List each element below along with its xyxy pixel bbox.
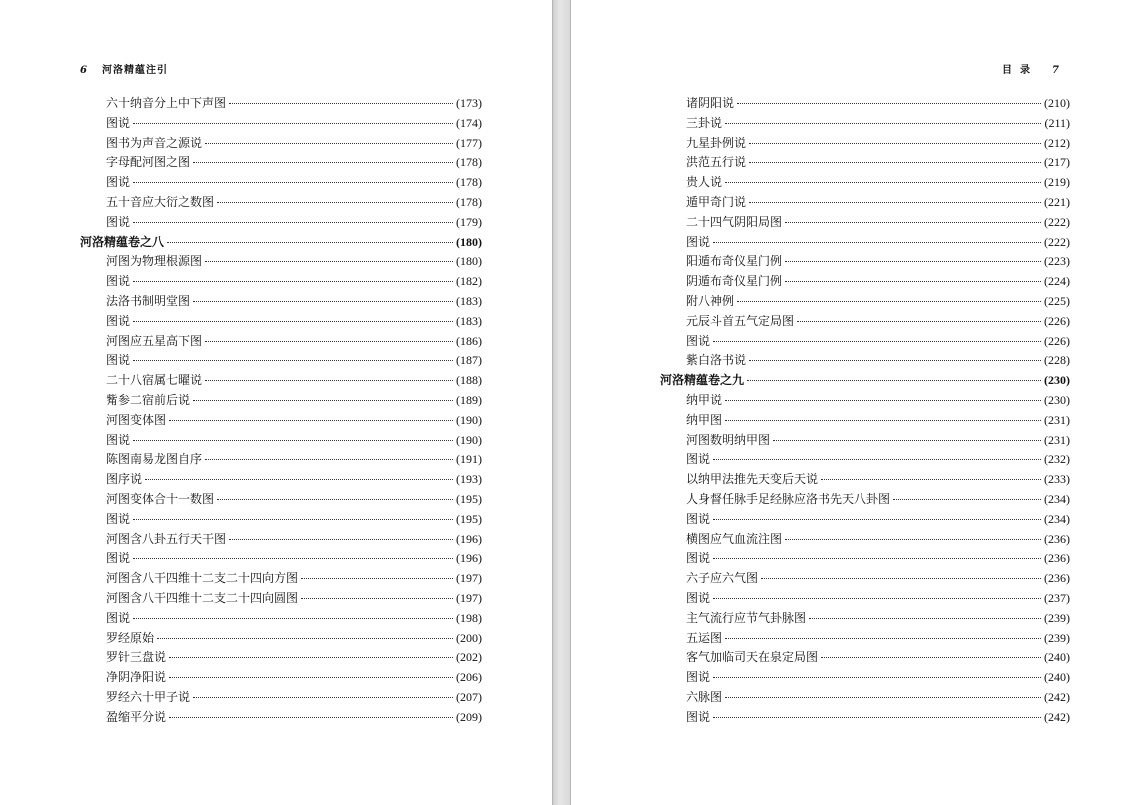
toc-entry-title: 河图含八干四维十二支二十四向圆图: [106, 590, 299, 605]
dot-leader: [133, 182, 453, 183]
toc-entry-page: (239): [1044, 610, 1070, 625]
dot-leader: [749, 143, 1041, 144]
toc-entry: [80, 569, 482, 589]
toc-entry-title: 九星卦例说: [686, 135, 747, 150]
dot-leader: [205, 341, 453, 342]
dot-leader: [725, 420, 1041, 421]
dot-leader: [133, 321, 453, 322]
dot-leader: [193, 400, 453, 401]
toc-entry-title: 图说: [106, 274, 131, 289]
toc-entry: [660, 173, 1070, 193]
toc-entry-page: (222): [1044, 214, 1070, 229]
toc-entry-page: (183): [456, 313, 482, 328]
toc-entry: [80, 371, 482, 391]
dot-leader: [193, 697, 453, 698]
toc-entry-page: (211): [1044, 115, 1070, 130]
toc-entry-page: (195): [456, 491, 482, 506]
toc-entry-page: (234): [1044, 491, 1070, 506]
dot-leader: [229, 539, 453, 540]
toc-entry-page: (242): [1044, 709, 1070, 724]
toc-entry-page: (190): [456, 432, 482, 447]
toc-entry-page: (193): [456, 472, 482, 487]
toc-entry-page: (240): [1044, 650, 1070, 665]
toc-entry: [660, 153, 1070, 173]
toc-entry-title: 横图应气血流注图: [686, 531, 783, 546]
dot-leader: [761, 578, 1041, 579]
toc-entry-page: (236): [1044, 531, 1070, 546]
toc-entry: [80, 668, 482, 688]
toc-entry: [660, 332, 1070, 352]
toc-entry-title: 图说: [686, 709, 711, 724]
toc-entry-title: 河图变体合十一数图: [106, 491, 215, 506]
toc-entry: [80, 510, 482, 530]
dot-leader: [725, 182, 1041, 183]
toc-entry-title: 罗经六十甲子说: [106, 689, 191, 704]
dot-leader: [157, 638, 453, 639]
toc-entry-page: (178): [456, 155, 482, 170]
toc-entry-title: 纳甲说: [686, 392, 723, 407]
toc-entry-title: 图说: [106, 175, 131, 190]
dot-leader: [229, 103, 453, 104]
dot-leader: [797, 321, 1041, 322]
dot-leader: [193, 301, 453, 302]
toc-entry: [80, 114, 482, 134]
toc-entry-page: (197): [456, 590, 482, 605]
right-running-title: 目录: [1002, 65, 1039, 76]
toc-entry: [80, 332, 482, 352]
right-page-number: 7: [1052, 65, 1060, 76]
dot-leader: [169, 657, 453, 658]
toc-entry-title: 紫白洛书说: [686, 353, 747, 368]
toc-entry-title: 图说: [686, 590, 711, 605]
toc-entry: [660, 688, 1070, 708]
toc-entry-title: 盈缩平分说: [106, 709, 167, 724]
dot-leader: [725, 638, 1041, 639]
dot-leader: [821, 657, 1041, 658]
toc-entry: [660, 629, 1070, 649]
toc-entry-page: (223): [1044, 254, 1070, 269]
toc-entry: [660, 609, 1070, 629]
dot-leader: [217, 499, 453, 500]
toc-entry-page: (180): [456, 234, 482, 249]
toc-chapter-entry: [660, 371, 1070, 391]
toc-entry: [660, 431, 1070, 451]
toc-entry: [80, 213, 482, 233]
toc-entry-title: 河图含八干四维十二支二十四向方图: [106, 571, 299, 586]
dot-leader: [821, 479, 1041, 480]
toc-entry-page: (196): [456, 551, 482, 566]
toc-entry: [660, 589, 1070, 609]
toc-entry: [80, 589, 482, 609]
toc-entry: [80, 708, 482, 728]
toc-entry-page: (202): [456, 650, 482, 665]
toc-entry-title: 图说: [106, 551, 131, 566]
dot-leader: [169, 677, 453, 678]
toc-entry-title: 图说: [106, 214, 131, 229]
dot-leader: [133, 519, 453, 520]
toc-entry-page: (182): [456, 274, 482, 289]
toc-entry-title: 五运图: [686, 630, 723, 645]
dot-leader: [713, 242, 1041, 243]
right-toc-list: [660, 94, 1070, 728]
toc-entry: [660, 272, 1070, 292]
toc-entry-page: (210): [1044, 96, 1070, 110]
toc-entry-page: (180): [456, 254, 482, 269]
toc-entry-title: 河图数明纳甲图: [686, 432, 771, 447]
toc-entry-page: (230): [1044, 373, 1070, 388]
toc-entry-title: 六子应六气图: [686, 571, 759, 586]
toc-entry-page: (190): [456, 412, 482, 427]
dot-leader: [747, 380, 1041, 381]
toc-entry-page: (197): [456, 571, 482, 586]
dot-leader: [785, 261, 1041, 262]
dot-leader: [749, 162, 1041, 163]
dot-leader: [205, 380, 453, 381]
left-toc-list: [80, 94, 482, 728]
dot-leader: [133, 281, 453, 282]
toc-entry-page: (217): [1044, 155, 1070, 170]
toc-entry-title: 河洛精蕴卷之九: [660, 373, 745, 388]
toc-entry-title: 罗经原始: [106, 630, 155, 645]
toc-entry: [660, 549, 1070, 569]
toc-entry: [80, 153, 482, 173]
dot-leader: [713, 717, 1041, 718]
toc-entry: [660, 351, 1070, 371]
dot-leader: [713, 459, 1041, 460]
toc-entry-title: 净阴净阳说: [106, 670, 167, 685]
left-page: [0, 0, 552, 805]
dot-leader: [217, 202, 453, 203]
toc-entry: [80, 490, 482, 510]
toc-entry: [660, 252, 1070, 272]
toc-entry-title: 三卦说: [686, 115, 723, 130]
toc-entry-page: (230): [1044, 392, 1070, 407]
toc-entry: [80, 272, 482, 292]
toc-entry: [80, 609, 482, 629]
dot-leader: [133, 440, 453, 441]
dot-leader: [301, 598, 453, 599]
toc-entry-title: 二十四气阴阳局图: [686, 214, 783, 229]
toc-entry: [660, 668, 1070, 688]
toc-entry: [660, 312, 1070, 332]
toc-entry-title: 图说: [686, 511, 711, 526]
dot-leader: [169, 717, 453, 718]
dot-leader: [749, 202, 1041, 203]
toc-entry-title: 阳遁布奇仪星门例: [686, 254, 783, 269]
dot-leader: [725, 697, 1041, 698]
toc-entry-title: 纳甲图: [686, 412, 723, 427]
dot-leader: [893, 499, 1041, 500]
toc-entry: [660, 470, 1070, 490]
toc-entry: [80, 391, 482, 411]
dot-leader: [713, 598, 1041, 599]
dot-leader: [169, 420, 453, 421]
toc-entry-title: 图序说: [106, 472, 143, 487]
toc-entry-title: 图说: [686, 670, 711, 685]
toc-entry-title: 阴遁布奇仪星门例: [686, 274, 783, 289]
toc-entry: [660, 193, 1070, 213]
dot-leader: [725, 400, 1041, 401]
dot-leader: [205, 261, 453, 262]
toc-entry: [660, 510, 1070, 530]
dot-leader: [301, 578, 453, 579]
toc-entry-page: (195): [456, 511, 482, 526]
dot-leader: [737, 103, 1041, 104]
toc-entry: [660, 648, 1070, 668]
toc-entry-title: 诸阴阳说: [686, 96, 735, 110]
toc-entry-page: (219): [1044, 175, 1070, 190]
toc-entry: [660, 530, 1070, 550]
toc-entry: [660, 708, 1070, 728]
toc-entry-title: 陈图南易龙图自序: [106, 452, 203, 467]
toc-entry-page: (239): [1044, 630, 1070, 645]
dot-leader: [785, 539, 1041, 540]
toc-entry-page: (233): [1044, 472, 1070, 487]
toc-entry-title: 河图为物理根源图: [106, 254, 203, 269]
toc-entry: [80, 411, 482, 431]
toc-entry-page: (207): [456, 689, 482, 704]
toc-entry-title: 图书为声音之源说: [106, 135, 203, 150]
toc-entry-title: 图说: [106, 353, 131, 368]
toc-entry-page: (237): [1044, 590, 1070, 605]
dot-leader: [809, 618, 1041, 619]
toc-entry: [80, 530, 482, 550]
dot-leader: [193, 162, 453, 163]
toc-entry-page: (225): [1044, 293, 1070, 308]
toc-entry: [80, 292, 482, 312]
toc-entry-page: (174): [456, 115, 482, 130]
toc-entry-page: (222): [1044, 234, 1070, 249]
toc-entry: [80, 688, 482, 708]
toc-entry-title: 五十音应大衍之数图: [106, 194, 215, 209]
toc-entry: [80, 470, 482, 490]
toc-entry-page: (206): [456, 670, 482, 685]
toc-entry-page: (178): [456, 194, 482, 209]
toc-entry-title: 人身督任脉手足经脉应洛书先天八卦图: [686, 491, 891, 506]
toc-entry: [660, 490, 1070, 510]
toc-entry: [660, 213, 1070, 233]
dot-leader: [133, 558, 453, 559]
toc-entry-page: (196): [456, 531, 482, 546]
dot-leader: [773, 440, 1041, 441]
toc-entry: [80, 450, 482, 470]
dot-leader: [205, 143, 453, 144]
toc-entry-title: 图说: [106, 313, 131, 328]
dot-leader: [713, 677, 1041, 678]
toc-entry-page: (240): [1044, 670, 1070, 685]
toc-entry-page: (188): [456, 373, 482, 388]
toc-entry-page: (236): [1044, 551, 1070, 566]
dot-leader: [713, 519, 1041, 520]
toc-entry: [80, 648, 482, 668]
toc-entry-page: (231): [1044, 412, 1070, 427]
toc-entry-title: 六脉图: [686, 689, 723, 704]
dot-leader: [205, 459, 453, 460]
toc-entry-page: (178): [456, 175, 482, 190]
dot-leader: [133, 618, 453, 619]
toc-entry-page: (179): [456, 214, 482, 229]
dot-leader: [167, 242, 453, 243]
toc-entry-page: (234): [1044, 511, 1070, 526]
toc-entry-title: 图说: [106, 115, 131, 130]
toc-entry: [80, 173, 482, 193]
right-page: [571, 0, 1122, 805]
toc-entry-page: (173): [456, 96, 482, 110]
toc-entry-title: 河图含八卦五行天干图: [106, 531, 227, 546]
toc-entry: [660, 411, 1070, 431]
toc-entry-page: (232): [1044, 452, 1070, 467]
dot-leader: [133, 123, 453, 124]
toc-entry: [660, 569, 1070, 589]
dot-leader: [785, 281, 1041, 282]
toc-entry-title: 图说: [686, 234, 711, 249]
toc-entry-page: (183): [456, 293, 482, 308]
toc-entry-page: (226): [1044, 333, 1070, 348]
toc-entry-title: 洪范五行说: [686, 155, 747, 170]
toc-entry: [660, 292, 1070, 312]
toc-entry-title: 附八神例: [686, 293, 735, 308]
toc-entry-title: 字母配河图之图: [106, 155, 191, 170]
toc-entry-page: (236): [1044, 571, 1070, 586]
toc-entry: [660, 450, 1070, 470]
dot-leader: [713, 341, 1041, 342]
left-page-number: 6: [80, 65, 88, 76]
right-running-head: [1002, 61, 1060, 76]
toc-entry-title: 觜参二宿前后说: [106, 392, 191, 407]
toc-entry-page: (200): [456, 630, 482, 645]
toc-entry-page: (191): [456, 452, 482, 467]
toc-entry-page: (212): [1044, 135, 1070, 150]
toc-entry-title: 图说: [686, 333, 711, 348]
toc-entry-page: (221): [1044, 194, 1070, 209]
toc-entry-title: 图说: [106, 511, 131, 526]
toc-entry-title: 图说: [686, 452, 711, 467]
dot-leader: [713, 558, 1041, 559]
left-running-head: [80, 61, 168, 76]
toc-entry-title: 元辰斗首五气定局图: [686, 313, 795, 328]
toc-entry-page: (177): [456, 135, 482, 150]
dot-leader: [145, 479, 453, 480]
toc-entry: [660, 134, 1070, 154]
toc-entry: [80, 549, 482, 569]
toc-entry-title: 贵人说: [686, 175, 723, 190]
toc-entry-title: 主气流行应节气卦脉图: [686, 610, 807, 625]
dot-leader: [737, 301, 1041, 302]
toc-entry-title: 河图应五星高下图: [106, 333, 203, 348]
toc-entry: [660, 233, 1070, 253]
toc-entry-title: 遁甲奇门说: [686, 194, 747, 209]
toc-entry-title: 图说: [106, 432, 131, 447]
toc-entry: [660, 94, 1070, 114]
toc-entry: [80, 193, 482, 213]
toc-entry-title: 图说: [686, 551, 711, 566]
toc-entry-page: (242): [1044, 689, 1070, 704]
left-running-title: 河洛精蕴注引: [101, 65, 168, 76]
toc-entry-page: (187): [456, 353, 482, 368]
toc-entry: [80, 431, 482, 451]
toc-entry: [660, 391, 1070, 411]
toc-entry: [80, 312, 482, 332]
toc-entry-page: (226): [1044, 313, 1070, 328]
toc-entry: [80, 252, 482, 272]
toc-entry-page: (189): [456, 392, 482, 407]
toc-entry-page: (209): [456, 709, 482, 724]
toc-entry-title: 客气加临司天在泉定局图: [686, 650, 819, 665]
toc-entry: [80, 629, 482, 649]
page-gutter: [552, 0, 571, 805]
dot-leader: [133, 360, 453, 361]
toc-entry-page: (198): [456, 610, 482, 625]
toc-entry: [80, 351, 482, 371]
toc-entry-title: 罗针三盘说: [106, 650, 167, 665]
toc-entry: [660, 114, 1070, 134]
dot-leader: [725, 123, 1041, 124]
toc-entry-title: 二十八宿属七曜说: [106, 373, 203, 388]
dot-leader: [749, 360, 1041, 361]
dot-leader: [785, 222, 1041, 223]
toc-entry-title: 法洛书制明堂图: [106, 293, 191, 308]
toc-entry-title: 以纳甲法推先天变后天说: [686, 472, 819, 487]
toc-entry-title: 河图变体图: [106, 412, 167, 427]
toc-entry: [80, 94, 482, 114]
toc-entry-title: 河洛精蕴卷之八: [80, 234, 165, 249]
toc-entry: [80, 134, 482, 154]
toc-entry-page: (231): [1044, 432, 1070, 447]
toc-entry-title: 六十纳音分上中下声图: [106, 96, 227, 110]
toc-chapter-entry: [80, 233, 482, 253]
toc-entry-page: (186): [456, 333, 482, 348]
toc-entry-page: (224): [1044, 274, 1070, 289]
toc-entry-title: 图说: [106, 610, 131, 625]
toc-entry-page: (228): [1044, 353, 1070, 368]
dot-leader: [133, 222, 453, 223]
